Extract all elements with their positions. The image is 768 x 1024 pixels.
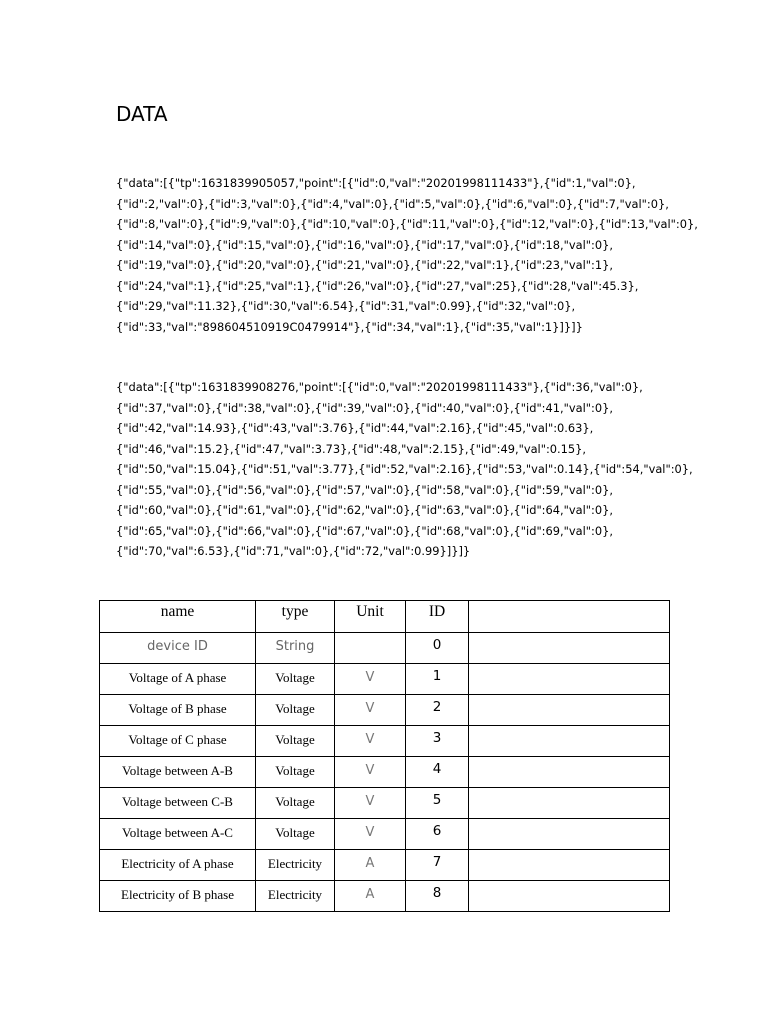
json-line: {"id":33,"val":"898604510919C0479914"},{"id":34,"val":1},{"id":35,"val":1}]}]} [116,319,583,334]
cell-unit [335,633,406,664]
cell-type: Voltage [256,788,335,819]
cell-blank [469,664,670,695]
cell-unit: V [335,726,406,757]
cell-name: device ID [100,633,256,664]
cell-type: Voltage [256,819,335,850]
data-point-table [99,600,670,912]
cell-name: Voltage between C-B [100,788,256,819]
table-row [100,850,670,881]
cell-unit: A [335,850,406,881]
cell-blank [469,850,670,881]
json-line: {"id":70,"val":6.53},{"id":71,"val":0},{"id":72,"val":0.99}]}]} [116,544,471,558]
header-type: type [256,601,335,633]
cell-blank [469,757,670,788]
cell-blank [469,695,670,726]
cell-unit: V [335,664,406,695]
cell-type: Voltage [256,726,335,757]
cell-name: Voltage of A phase [100,664,256,695]
cell-type: String [256,633,335,664]
cell-unit: V [335,819,406,850]
cell-id: 6 [406,819,469,850]
json-line: {"id":8,"val":0},{"id":9,"val":0},{"id":10,"val":0},{"id":11,"val":0},{"id":12,"val":0},{"id":13,"val":0}, [116,217,698,231]
json-line: {"data":[{"tp":1631839908276,"point":[{"id":0,"val":"20201998111433"},{"id":36,"val":0}, [116,380,643,394]
json-line: {"id":50,"val":15.04},{"id":51,"val":3.77},{"id":52,"val":2.16},{"id":53,"val":0.14},{"id":54,"val":0}, [116,462,693,476]
cell-blank [469,788,670,819]
json-line: {"data":[{"tp":1631839905057,"point":[{"id":0,"val":"20201998111433"},{"id":1,"val":0}, [116,176,636,190]
header-name: name [100,601,256,633]
json-payload-1 [116,173,698,337]
cell-type: Voltage [256,695,335,726]
cell-id: 7 [406,850,469,881]
cell-id: 1 [406,664,469,695]
table-row [100,819,670,850]
table-row [100,726,670,757]
cell-unit: V [335,757,406,788]
json-line: {"id":55,"val":0},{"id":56,"val":0},{"id":57,"val":0},{"id":58,"val":0},{"id":59,"val":0}, [116,482,613,497]
cell-name: Electricity of B phase [100,881,256,912]
header-blank [469,601,670,633]
json-line: {"id":29,"val":11.32},{"id":30,"val":6.54},{"id":31,"val":0.99},{"id":32,"val":0}, [116,299,576,313]
cell-id: 3 [406,726,469,757]
cell-unit: V [335,788,406,819]
cell-name: Voltage between A-C [100,819,256,850]
header-id: ID [406,601,469,633]
json-line: {"id":46,"val":15.2},{"id":47,"val":3.73},{"id":48,"val":2.15},{"id":49,"val":0.15}, [116,441,587,456]
cell-name: Voltage between A-B [100,757,256,788]
cell-type: Electricity [256,850,335,881]
cell-name: Electricity of A phase [100,850,256,881]
cell-type: Voltage [256,664,335,695]
table-row [100,881,670,912]
json-line: {"id":14,"val":0},{"id":15,"val":0},{"id":16,"val":0},{"id":17,"val":0},{"id":18,"val":0}, [116,237,613,252]
cell-type: Electricity [256,881,335,912]
json-line: {"id":60,"val":0},{"id":61,"val":0},{"id":62,"val":0},{"id":63,"val":0},{"id":64,"val":0}, [116,503,613,517]
cell-id: 0 [406,633,469,664]
cell-unit: V [335,695,406,726]
json-line: {"id":24,"val":1},{"id":25,"val":1},{"id":26,"val":0},{"id":27,"val":25},{"id":28,"val":45.3}, [116,278,639,293]
cell-id: 8 [406,881,469,912]
cell-id: 2 [406,695,469,726]
cell-name: Voltage of B phase [100,695,256,726]
cell-id: 4 [406,757,469,788]
page-title: DATA [116,102,168,126]
cell-unit: A [335,881,406,912]
cell-blank [469,819,670,850]
table-row [100,633,670,664]
cell-id: 5 [406,788,469,819]
table-row [100,788,670,819]
table-header-row [100,601,670,633]
cell-blank [469,881,670,912]
cell-blank [469,726,670,757]
json-line: {"id":65,"val":0},{"id":66,"val":0},{"id":67,"val":0},{"id":68,"val":0},{"id":69,"val":0}, [116,523,613,538]
table-row [100,695,670,726]
json-line: {"id":42,"val":14.93},{"id":43,"val":3.76},{"id":44,"val":2.16},{"id":45,"val":0.63}, [116,421,594,435]
header-unit: Unit [335,601,406,633]
json-line: {"id":37,"val":0},{"id":38,"val":0},{"id":39,"val":0},{"id":40,"val":0},{"id":41,"val":0}, [116,400,613,415]
cell-name: Voltage of C phase [100,726,256,757]
cell-blank [469,633,670,664]
table-row [100,664,670,695]
json-line: {"id":19,"val":0},{"id":20,"val":0},{"id":21,"val":0},{"id":22,"val":1},{"id":23,"val":1}, [116,258,613,272]
json-line: {"id":2,"val":0},{"id":3,"val":0},{"id":4,"val":0},{"id":5,"val":0},{"id":6,"val":0},{"id":7,"val":0}, [116,196,669,211]
json-payload-2 [116,377,693,562]
cell-type: Voltage [256,757,335,788]
table-row [100,757,670,788]
